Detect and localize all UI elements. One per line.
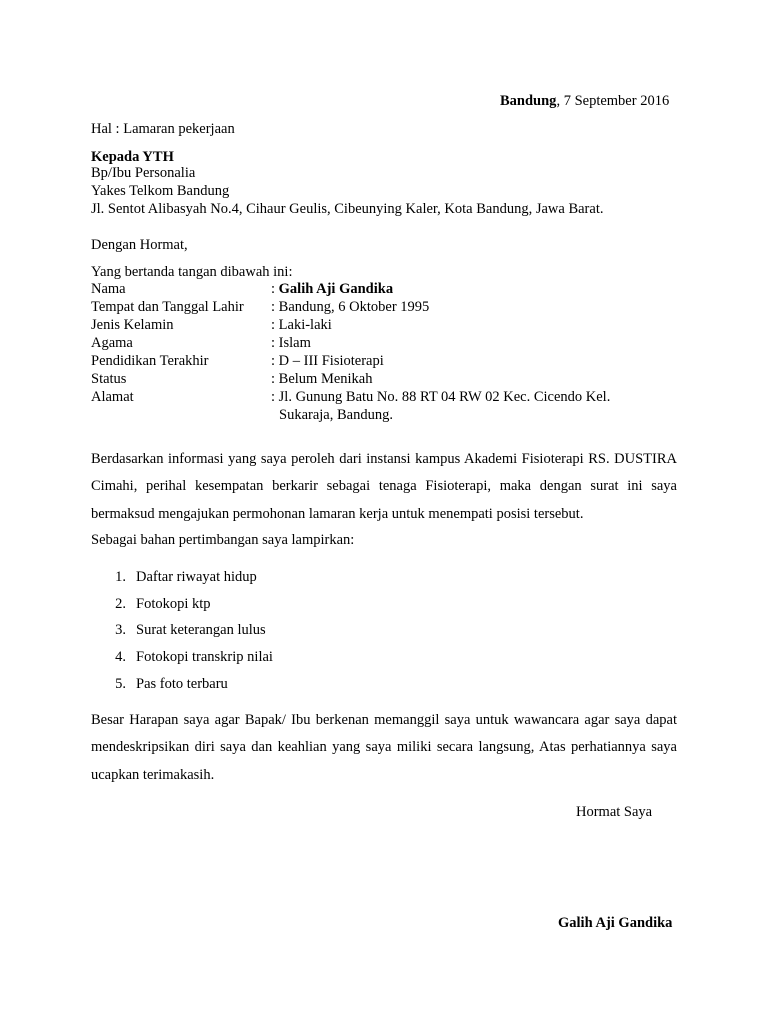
field-value-ttl: : Bandung, 6 Oktober 1995 — [271, 299, 430, 315]
field-label-nama: Nama — [91, 281, 126, 297]
list-item-number: 4. — [115, 649, 126, 665]
field-label-agama: Agama — [91, 335, 133, 351]
intro-line: Yang bertanda tangan dibawah ini: — [91, 264, 293, 280]
list-item: Surat keterangan lulus — [136, 622, 266, 638]
recipient-line-3: Jl. Sentot Alibasyah No.4, Cihaur Geulis, Cibeunying Kaler, Kota Bandung, Jawa Barat. — [91, 201, 604, 217]
recipient-line-1: Bp/Ibu Personalia — [91, 165, 196, 181]
list-item-number: 1. — [115, 569, 126, 585]
signature-name: Galih Aji Gandika — [558, 915, 673, 931]
field-value-pendidikan: : D – III Fisioterapi — [271, 353, 384, 369]
list-item-number: 2. — [115, 596, 126, 612]
letter-date — [500, 92, 669, 110]
date-city: Bandung — [500, 93, 557, 109]
recipient-heading: Kepada YTH — [91, 149, 174, 165]
field-label-alamat: Alamat — [91, 389, 134, 405]
list-item-number: 5. — [115, 676, 126, 692]
closing-paragraph: Besar Harapan saya agar Bapak/ Ibu berkenan memanggil saya untuk wawancara agar saya dapat mendeskripsikan diri saya dan keahlian yang saya miliki secara langsung, Atas perhatiannya saya ucapkan terimakasih. — [91, 712, 677, 783]
field-value-alamat: : Jl. Gunung Batu No. 88 RT 04 RW 02 Kec. Cicendo Kel. — [271, 389, 611, 405]
list-item-number: 3. — [115, 622, 126, 638]
field-label-ttl: Tempat dan Tanggal Lahir — [91, 299, 244, 315]
list-item: Daftar riwayat hidup — [136, 569, 257, 585]
recipient-line-2: Yakes Telkom Bandung — [91, 183, 230, 199]
field-value-nama: : Galih Aji Gandika — [271, 281, 394, 297]
greeting: Dengan Hormat, — [91, 237, 188, 253]
list-item: Fotokopi ktp — [136, 596, 211, 612]
list-item: Pas foto terbaru — [136, 676, 228, 692]
field-label-pendidikan: Pendidikan Terakhir — [91, 353, 209, 369]
field-value-jenis-kelamin: : Laki-laki — [271, 317, 332, 333]
field-value-status: : Belum Menikah — [271, 371, 373, 387]
body-paragraph: Berdasarkan informasi yang saya peroleh dari instansi kampus Akademi Fisioterapi RS. DUSTIRA Cimahi, perihal kesempatan berkarir sebagai tenaga Fisioterapi, maka dengan surat ini saya bermaksud mengajukan permohonan lamaran kerja untuk menempati posisi tersebut. — [91, 451, 677, 522]
date-rest: , 7 September 2016 — [556, 93, 670, 109]
list-item: Fotokopi transkrip nilai — [136, 649, 273, 665]
field-label-jenis-kelamin: Jenis Kelamin — [91, 317, 174, 333]
field-value-agama: : Islam — [271, 335, 311, 351]
sign-off: Hormat Saya — [576, 804, 653, 820]
field-value-nama-bold: Galih Aji Gandika — [278, 281, 394, 297]
field-value-alamat-cont: Sukaraja, Bandung. — [279, 407, 393, 423]
field-label-status: Status — [91, 371, 127, 387]
attachments-intro: Sebagai bahan pertimbangan saya lampirkan: — [91, 532, 355, 548]
letter-subject: Hal : Lamaran pekerjaan — [91, 121, 235, 137]
